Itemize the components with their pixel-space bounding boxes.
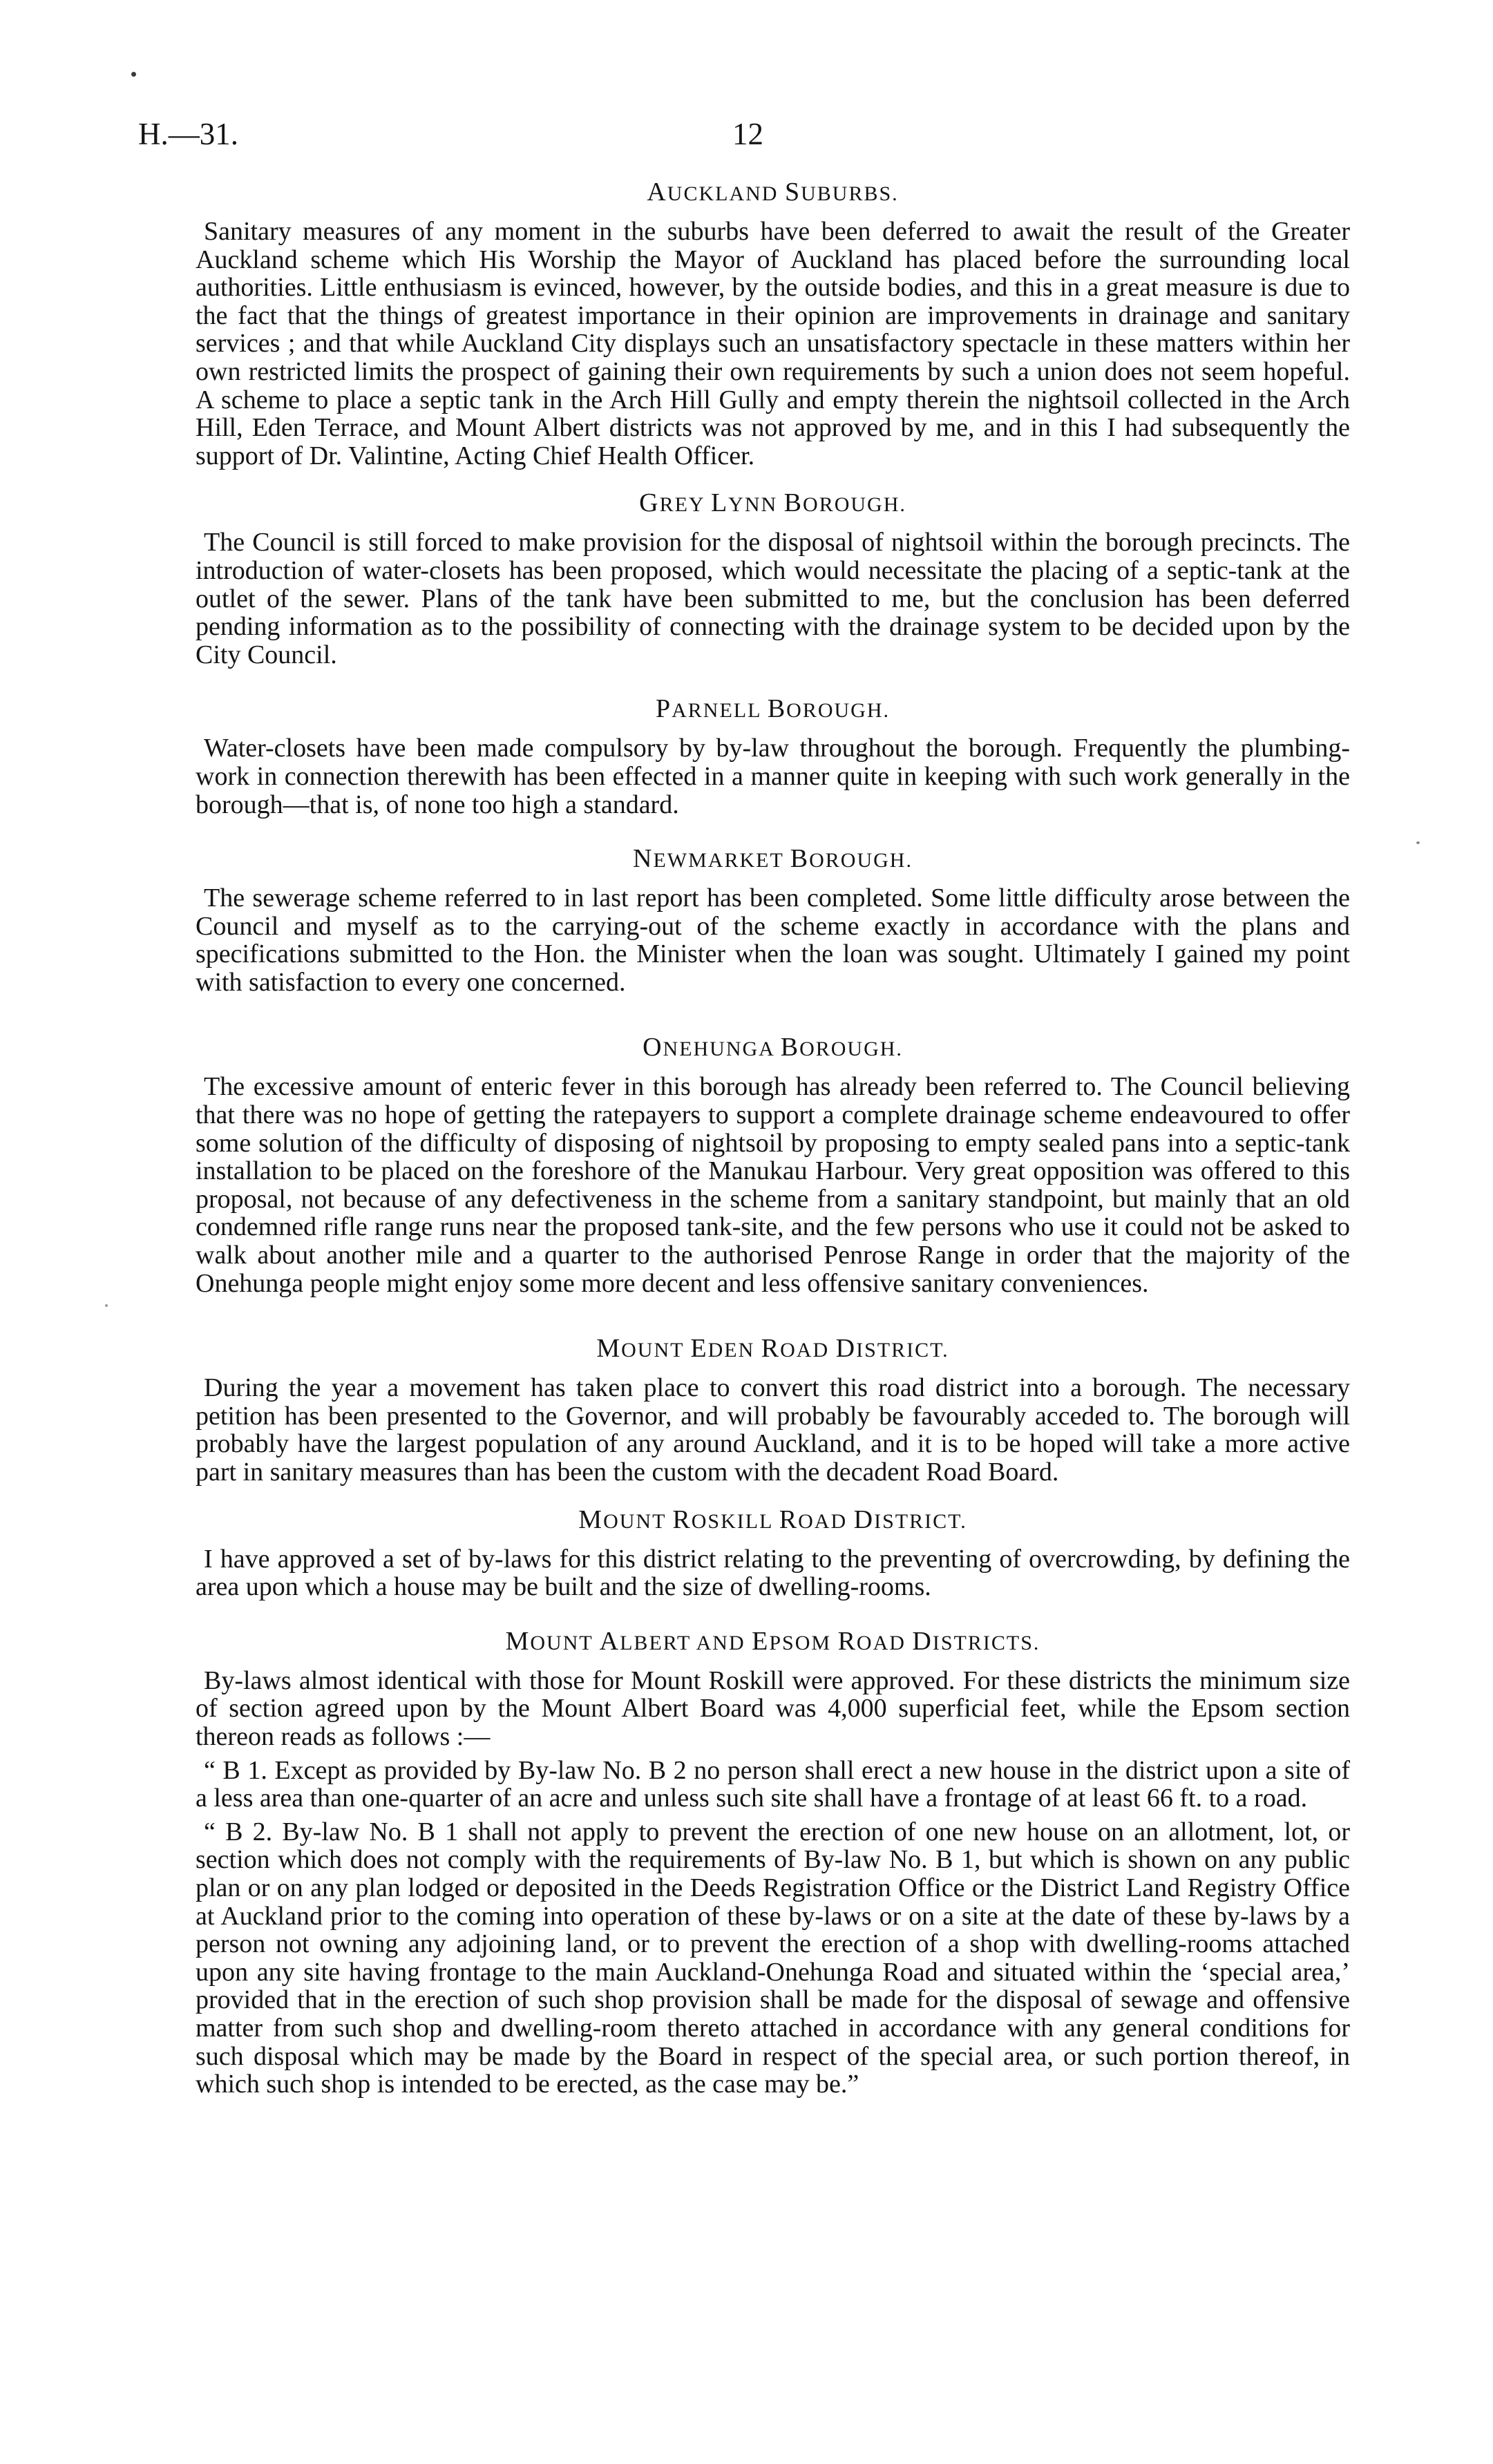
margin-speck	[1416, 841, 1420, 844]
body-text	[196, 178, 1350, 2099]
paragraph: By-laws almost identical with those for Mount Roskill were approved. For these districts the minimum size of section agreed upon by the Mount Albert Board was 4,000 superficial feet, while the Epsom section thereon reads as follows :—	[196, 1665, 1350, 1751]
paragraph: I have approved a set of by-laws for this district relating to the preventing of overcrowding, by defining the area upon which a house may be built and the size of dwelling-rooms.	[196, 1544, 1350, 1602]
paragraph: Water-closets have been made compulsory by by-law throughout the borough. Frequently the plumbing-work in connection therewith has been effected in a manner quite in keeping with such work generally in the borough—that is, of none too high a standard.	[196, 734, 1350, 819]
section-heading: MOUNT EDEN ROAD DISTRICT.	[596, 1334, 949, 1364]
section-heading: MOUNT ALBERT AND EPSOM ROAD DISTRICTS.	[505, 1626, 1040, 1656]
section-heading: AUCKLAND SUBURBS.	[647, 178, 899, 207]
paragraph: The sewerage scheme referred to in last report has been completed. Some little difficulty arose between the Council and myself as to the carrying-out of the scheme exactly in accordance with the plans and specifications submitted to the Hon. the Minister when the loan was sought. Ultimately I gained my point with satisfaction to every one concerned.	[196, 884, 1350, 997]
section-heading: MOUNT ROSKILL ROAD DISTRICT.	[578, 1505, 967, 1534]
section-heading: ONEHUNGA BOROUGH.	[643, 1033, 903, 1062]
section-heading: NEWMARKET BOROUGH.	[633, 844, 913, 874]
section-heading: PARNELL BOROUGH.	[655, 694, 891, 724]
running-header	[138, 116, 1358, 157]
paragraph: During the year a movement has taken place to convert this road district into a borough. The necessary petition has been presented to the Governor, and will probably be favourably acceded to. The borough will probably have the largest population of any around Auckland, and it is to be hoped will take a more active part in sanitary measures than has been the custom with the decadent Road Board.	[196, 1373, 1350, 1487]
margin-speck	[131, 72, 136, 77]
report-reference: H.—31.	[138, 117, 238, 151]
section-heading: GREY LYNN BOROUGH.	[639, 488, 906, 518]
paragraph: The excessive amount of enteric fever in this borough has already been referred to. The Council believing that there was no hope of getting the ratepayers to support a complete drainage scheme endeavoured to offer some solution of the difficulty of disposing of nightsoil by proposing to empty sealed pans into a septic-tank installation to be placed on the foreshore of the Manukau Harbour. Very great opposition was offered to this proposal, not because of any defectiveness in the scheme from a sanitary standpoint, but mainly that an old condemned rifle range runs near the proposed tank-site, and the few persons who use it could not be asked to walk about another mile and a quarter to the authorised Penrose Range in order that the majority of the Onehunga people might enjoy some more decent and less offensive sanitary conveniences.	[196, 1072, 1350, 1298]
paragraph: Sanitary measures of any moment in the suburbs have been deferred to await the result of the Greater Auckland scheme which His Worship the Mayor of Auckland has placed before the surrounding local authorities. Little enthusiasm is evinced, however, by the outside bodies, and this in a great measure is due to the fact that the things of greatest importance in their opinion are improvements in drainage and sanitary services ; and that while Auckland City displays such an unsatisfactory spectacle in these matters within her own restricted limits the prospect of gaining their own requirements by such a union does not seem hopeful. A scheme to place a septic tank in the Arch Hill Gully and empty therein the nightsoil collected in the Arch Hill, Eden Terrace, and Mount Albert districts was not approved by me, and in this I had subsequently the support of Dr. Valintine, Acting Chief Health Officer.	[196, 217, 1350, 470]
paragraph: The Council is still forced to make provision for the disposal of nightsoil within the borough precincts. The introduction of water-closets has been proposed, which would necessitate the placing of a septic-tank at the outlet of the sewer. Plans of the tank have been submitted to me, but the conclusion has been deferred pending information as to the possibility of connecting with the drainage system to be decided upon by the City Council.	[196, 528, 1350, 669]
bylaw-quote: “ B 1. Except as provided by By-law No. B 2 no person shall erect a new house in the district upon a site of a less area than one-quarter of an acre and unless such site shall have a frontage of at least 66 ft. to a road.	[196, 1755, 1350, 1813]
bylaw-quote: “ B 2. By-law No. B 1 shall not apply to prevent the erection of one new house on an allotment, lot, or section which does not comply with the requirements of By-law No. B 1, but which is shown on any public plan or on any plan lodged or deposited in the Deeds Registration Office or the District Land Registry Office at Auckland prior to the coming into operation of these by-laws or on a site at the date of these by-laws by a person not owning any adjoining land, or to prevent the erection of a shop with dwelling-rooms attached upon any site having frontage to the main Auckland-Onehunga Road and situated within the ‘special area,’ provided that in the erection of such shop provision shall be made for the disposal of sewage and offensive matter from such shop and dwelling-room thereto attached in accordance with any general conditions for such disposal which may be made by the Board in respect of the special area, or such portion thereof, in which such shop is intended to be erected, as the case may be.”	[196, 1817, 1350, 2099]
page-number: 12	[732, 117, 763, 151]
margin-speck	[105, 1304, 108, 1307]
